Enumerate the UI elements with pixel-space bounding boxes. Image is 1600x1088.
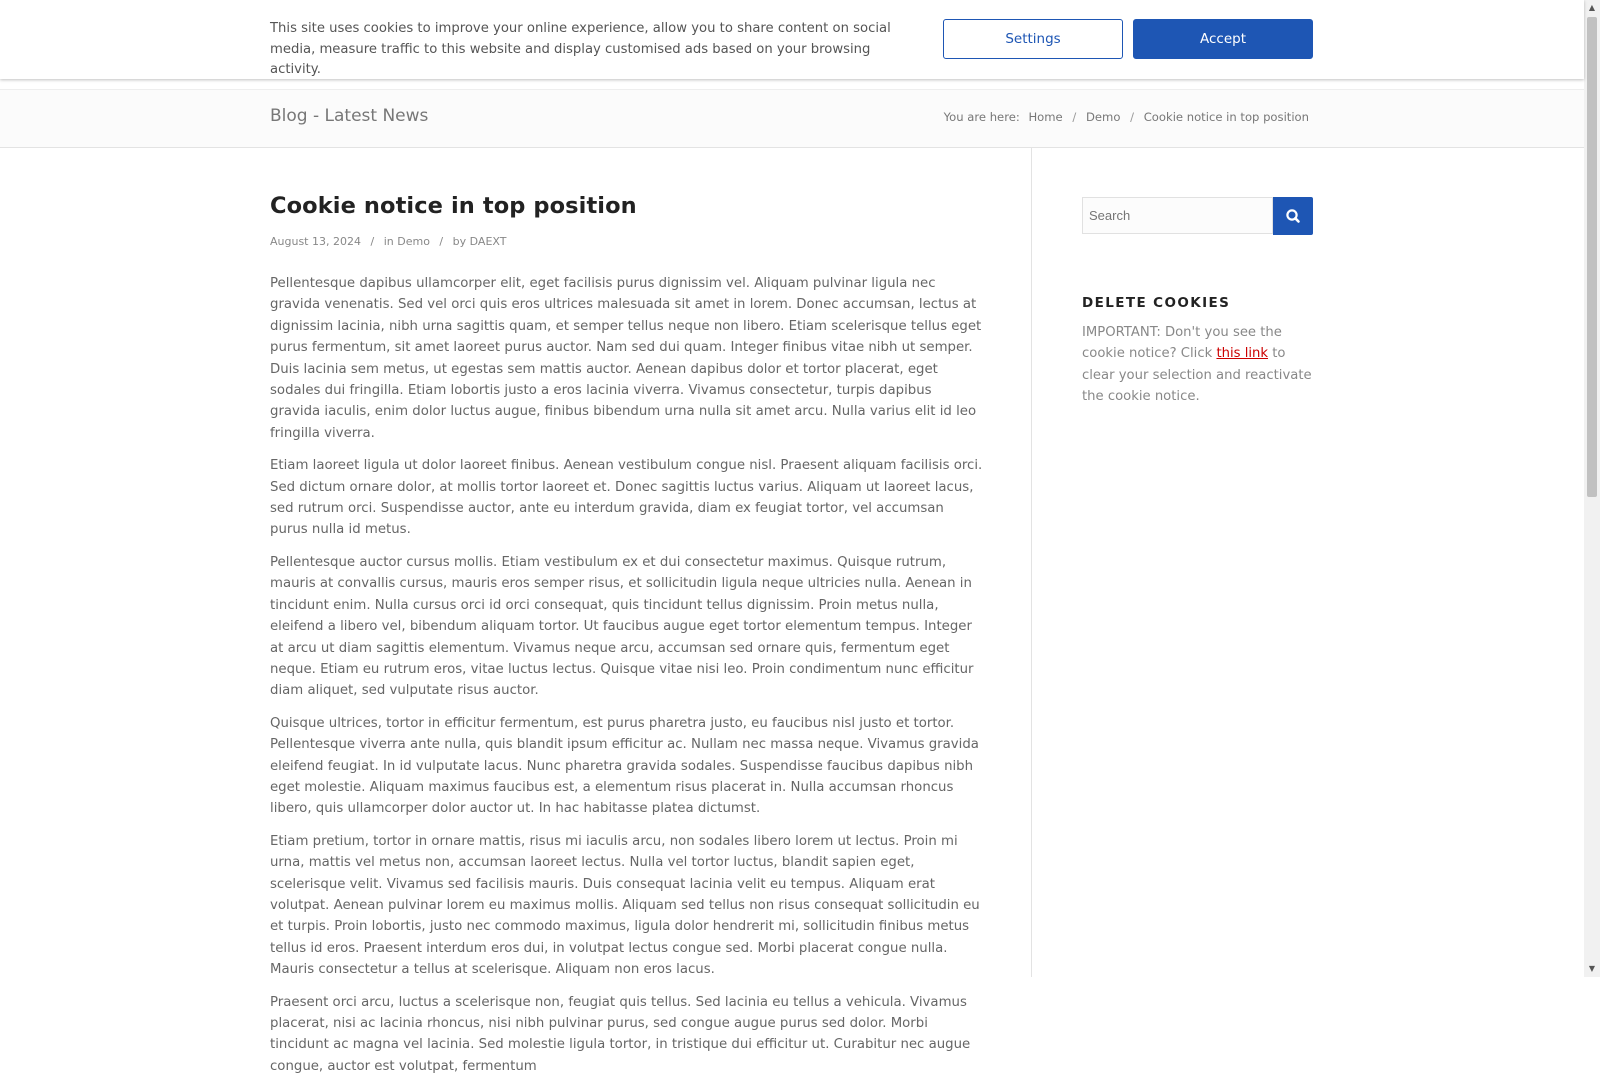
breadcrumb xyxy=(944,110,1309,124)
cookie-accept-button[interactable]: Accept xyxy=(1133,19,1313,59)
cookie-settings-button[interactable]: Settings xyxy=(943,19,1123,59)
post-author-link[interactable]: DAEXT xyxy=(469,235,507,248)
clear-cookies-link[interactable]: this link xyxy=(1216,346,1269,362)
post-content xyxy=(270,273,985,1088)
post-author-prefix: by xyxy=(452,235,467,248)
page-section-title[interactable]: Blog - Latest News xyxy=(270,106,429,126)
post-category-link[interactable]: Demo xyxy=(397,235,430,248)
post-paragraph: Pellentesque dapibus ullamcorper elit, eget facilisis purus dignissim vel. Aliquam pulvinar ligula nec gravida venenatis. Sed vel orci quis eros ultrices malesuada sit amet in lorem. Donec accumsan, lectus at dignissim lacinia, nibh urna sagittis quam, et semper tellus neque non libero. Etiam scelerisque tellus eget purus fermentum, sit amet laoreet purus auctor. Nam sed dui quam. Integer finibus vitae nibh ut semper. Duis lacinia sem metus, ut egestas sem mattis auctor. Aenean dapibus dolor et tortor placerat, eget sodales dui fringilla. Etiam lobortis justo a eros lacinia viverra. Vivamus consectetur, turpis dapibus gravida iaculis, enim dolor luctus augue, finibus bibendum urna nulla sit amet arcu. Nulla varius elit id leo fringilla viverra. xyxy=(270,276,982,441)
content-sidebar-divider xyxy=(1031,147,1032,977)
breadcrumb-separator: / xyxy=(1072,110,1077,124)
delete-cookies-widget-text xyxy=(1082,322,1322,408)
search-input[interactable] xyxy=(1082,197,1273,234)
title-bar xyxy=(0,89,1584,148)
cookie-notice-bar xyxy=(0,0,1584,79)
post-paragraph: Praesent orci arcu, luctus a scelerisque non, feugiat quis tellus. Sed lacinia eu tellus a vehicula. Vivamus placerat, nisi ac lacinia rhoncus, nisi nibh pulvinar purus, sed congue augue purus sed dolor. Morbi tincidunt ac magna vel lacinia. Sed molestie ligula tortor, in tristique dui efficitur ut. Curabitur nec augue congue, auctor est volutpat, fermentum xyxy=(270,994,971,1074)
post-meta: August 13, 2024 / in Demo / by DAEXT xyxy=(270,235,507,248)
scroll-down-arrow-icon[interactable]: ▼ xyxy=(1588,964,1596,973)
post-paragraph: Quisque ultrices, tortor in efficitur fermentum, est purus pharetra justo, eu faucibus nisl justo et tortor. Pellentesque viverra ante nulla, quis blandit ipsum efficitur ac. Nullam nec massa neque. Vivamus gravida eleifend feugiat. In id vulputate lacus. Nunc pharetra gravida sodales. Suspendisse faucibus dapibus nibh eget molestie. Aliquam maximus faucibus est, a elementum risus placerat in. Nulla accumsan rhoncus libero, quis ullamcorper dolor auctor ut. In hac habitasse platea dictumst. xyxy=(270,715,979,817)
widget-text-after: to clear your selection and reactivate the cookie notice. xyxy=(1082,346,1312,405)
post-paragraph: Pellentesque auctor cursus mollis. Etiam vestibulum ex et dui consectetur maximus. Quisque rutrum, mauris at convallis cursus, mauris eros semper risus, et sollicitudin ligula neque ultricies nulla. Aenean in tincidunt enim. Nulla cursus orci id orci consequat, quis tincidunt tellus dignissim. Proin metus nulla, eleifend a libero vel, bibendum aliquam tortor. Ut faucibus augue eget tortor elementum tempus. Integer at arcu ut diam sagittis elementum. Vivamus neque arcu, accumsan sed ornare quis, fermentum eget neque. Etiam eu rutrum eros, vitae luctus lectus. Quisque vitae nisi leo. Proin condimentum nunc efficitur diam aliquet, sed vulputate risus auctor. xyxy=(270,554,974,699)
breadcrumb-separator: / xyxy=(1130,110,1135,124)
breadcrumb-current: Cookie notice in top position xyxy=(1143,110,1309,124)
scroll-thumb[interactable] xyxy=(1587,17,1597,497)
post-paragraph: Etiam pretium, tortor in ornare mattis, risus mi iaculis arcu, non sodales libero lorem ut lectus. Proin mi urna, mattis vel metus non, accumsan laoreet lectus. Nulla vel tortor luctus, blandit sapien eget, scelerisque velit. Vivamus sed facilisis mauris. Duis consequat lacinia velit eu tempus. Aliquam erat volutpat. Aenean pulvinar lorem eu maximus mollis. Aliquam sed tellus non risus consequat sollicitudin eu et turpis. Proin lobortis, justo nec commodo maximus, ligula dolor hendrerit mi, sollicitudin finibus metus tellus id eros. Praesent interdum eros dui, in volutpat lectus congue sed. Morbi placerat congue nulla. Mauris consectetur a tellus at scelerisque. Aliquam non eros lacus. xyxy=(270,833,980,978)
breadcrumb-demo-link[interactable]: Demo xyxy=(1085,110,1121,124)
post-category-prefix: in xyxy=(383,235,394,248)
scroll-up-arrow-icon[interactable]: ▲ xyxy=(1588,3,1596,12)
post-paragraph: Etiam laoreet ligula ut dolor laoreet finibus. Aenean vestibulum congue nisl. Praesent aliquam facilisis orci. Sed dictum ornare dolor, at mollis tortor laoreet et. Donec sagittis luctus varius. Aliquam ut laoreet lacus, sed rutrum orci. Suspendisse auctor, ante eu interdum gravida, diam ex feugiat tortor, vel accumsan purus nulla id metus. xyxy=(270,458,983,538)
breadcrumb-home-link[interactable]: Home xyxy=(1028,110,1063,124)
breadcrumb-prefix: You are here: xyxy=(943,110,1020,124)
cookie-notice-message: This site uses cookies to improve your online experience, allow you to share content on social media, measure traffic to this website and display customised ads based on your browsing activity. xyxy=(270,21,891,77)
delete-cookies-widget-title: DELETE COOKIES xyxy=(1082,295,1231,311)
vertical-scrollbar[interactable] xyxy=(1584,0,1600,977)
search-button[interactable] xyxy=(1273,197,1313,235)
post-date[interactable]: August 13, 2024 xyxy=(270,235,361,248)
search-icon xyxy=(1273,197,1313,235)
widget-text-before: IMPORTANT: Don't you see the cookie notice? Click xyxy=(1082,325,1282,362)
post-title[interactable]: Cookie notice in top position xyxy=(270,193,637,219)
